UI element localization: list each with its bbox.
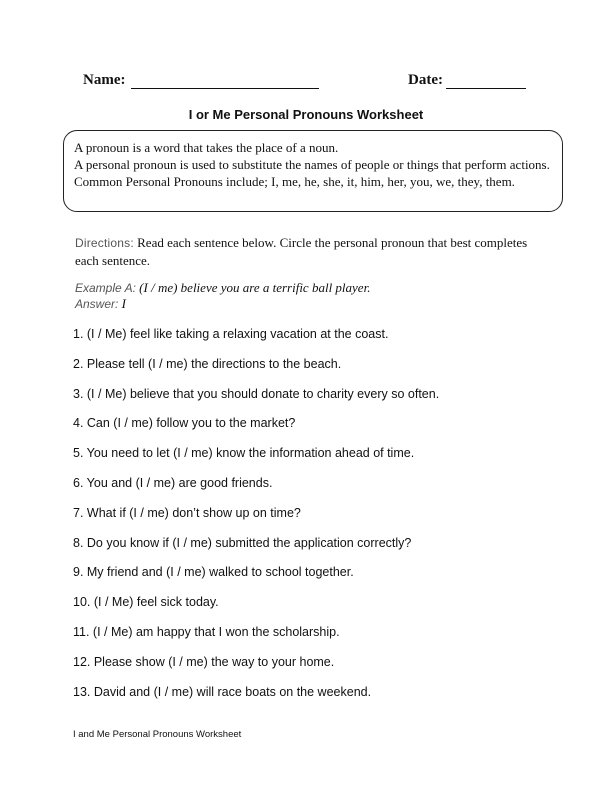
footer-text: I and Me Personal Pronouns Worksheet [73, 729, 242, 740]
date-blank-line [446, 88, 526, 89]
question-item: 11. (I / Me) am happy that I won the scholarship. [73, 624, 340, 639]
directions [75, 234, 535, 269]
date-label: Date: [408, 72, 443, 88]
name-label: Name: [83, 72, 126, 88]
example [75, 280, 535, 312]
question-item: 3. (I / Me) believe that you should donate to charity every so often. [73, 386, 440, 401]
example-label: Example A: [75, 281, 136, 295]
name-blank-line [131, 88, 319, 89]
question-item: 6. You and (I / me) are good friends. [73, 475, 273, 490]
question-item: 12. Please show (I / me) the way to your home. [73, 654, 335, 669]
answer-label: Answer: [75, 297, 119, 311]
answer-text: I [121, 296, 126, 311]
example-text: (I / me) believe you are a terrific ball player. [139, 280, 371, 295]
definition-line: A personal pronoun is used to substitute the names of people or things that perform actions. [74, 157, 550, 172]
definition-box [63, 130, 563, 212]
worksheet-header [0, 72, 612, 96]
question-item: 8. Do you know if (I / me) submitted the application correctly? [73, 535, 412, 550]
page-title: I or Me Personal Pronouns Worksheet [188, 107, 424, 122]
definition-line: Common Personal Pronouns include; I, me, he, she, it, him, her, you, we, they, them. [74, 174, 515, 189]
question-item: 13. David and (I / me) will race boats on the weekend. [73, 684, 372, 699]
question-item: 4. Can (I / me) follow you to the market? [73, 416, 296, 431]
directions-text: Read each sentence below. Circle the personal pronoun that best completes each sentence. [75, 235, 528, 268]
question-list [73, 326, 439, 713]
question-item: 10. (I / Me) feel sick today. [73, 595, 219, 610]
definition-line: A pronoun is a word that takes the place of a noun. [74, 140, 339, 155]
question-item: 9. My friend and (I / me) walked to school together. [73, 565, 354, 580]
question-item: 1. (I / Me) feel like taking a relaxing vacation at the coast. [73, 327, 389, 341]
question-item: 2. Please tell (I / me) the directions to the beach. [73, 356, 342, 371]
question-item: 7. What if (I / me) don’t show up on time? [73, 505, 301, 520]
question-item: 5. You need to let (I / me) know the information ahead of time. [73, 446, 415, 461]
directions-label: Directions: [75, 236, 134, 250]
